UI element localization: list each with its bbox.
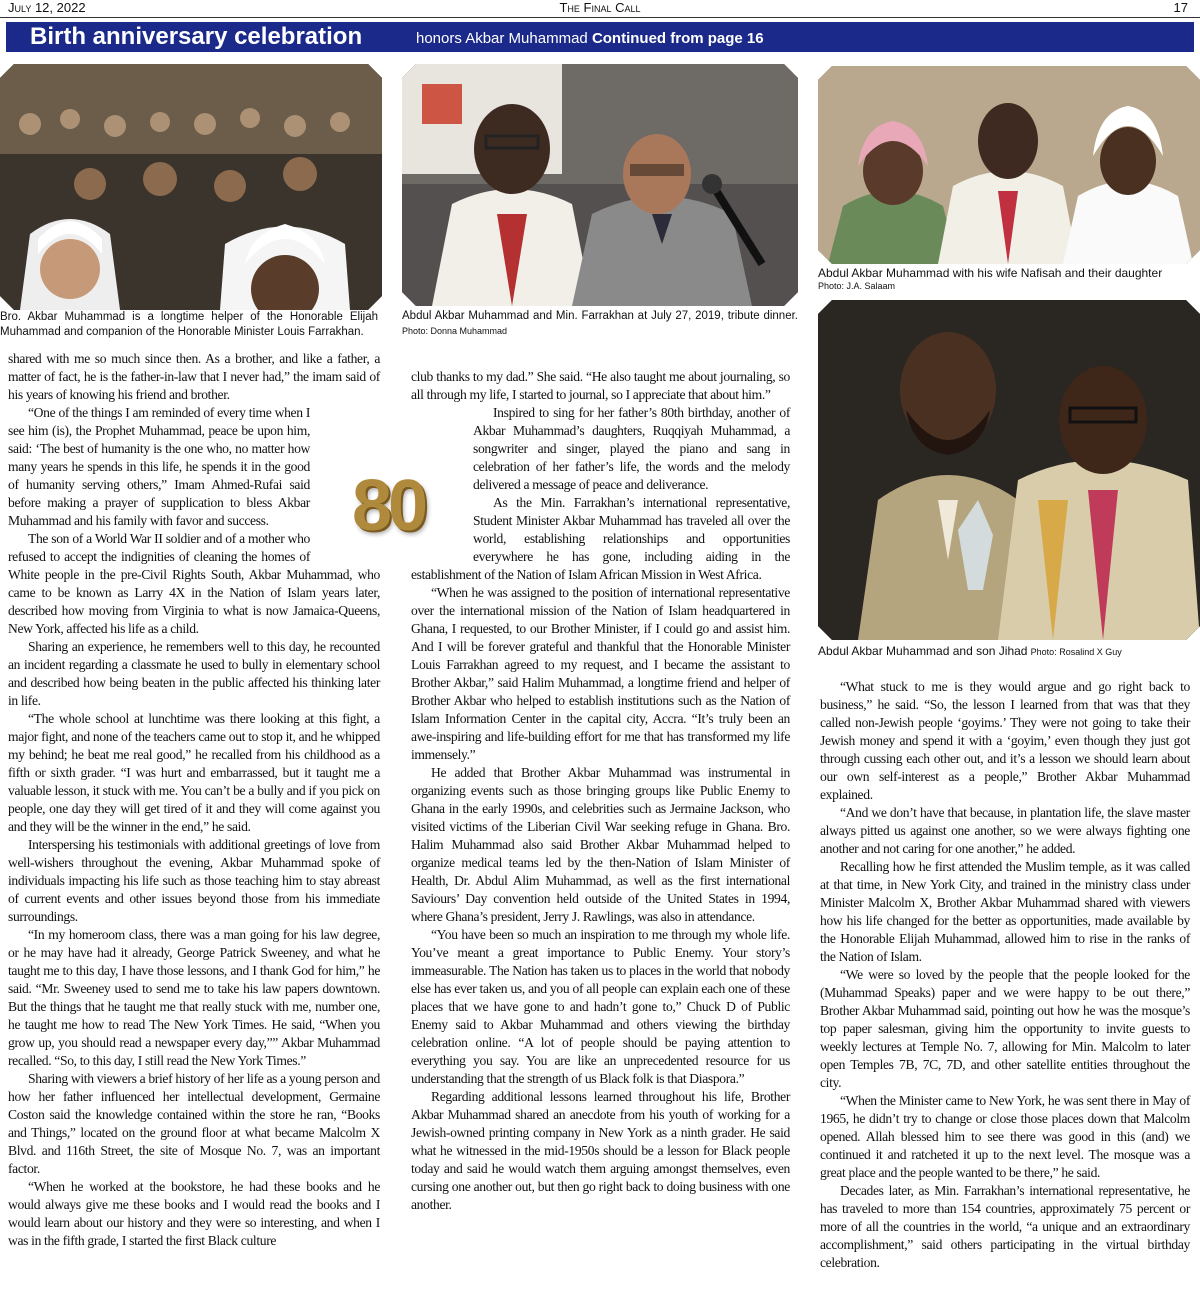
paragraph: “When the Minister came to New York, he was sent there in May of 1965, he didn’t try to change or close those places down that Malcolm opened. Allah blessed him to see there was good in this (and) we continued it and ratcheted it up to the next level. The mosque was a great place and the people wanted to be there,” he said. xyxy=(820,1093,1190,1180)
photo-audience-image xyxy=(0,64,382,310)
section-banner xyxy=(6,22,1194,52)
paragraph: “What stuck to me is they would argue and go right back to business,” he said. “So, the lesson I learned from that was that they called non-Jewish people ‘goyims.’ They were not going to take their Jewish money and spend it with a ‘goyim,’ even though they just got through cussing each other out, and it’s a lesson we should learn about our own self-interest as a people,” Brother Akbar Muhammad explained. xyxy=(820,679,1190,802)
photo-family-caption xyxy=(818,266,1200,291)
paragraph: The son of a World War II soldier and of a mother who refused to accept the indignities of cleaning the homes of White people in the pre-Civil Rights South, Akbar Muhammad, who came to be known as Larry 4X in the Nation of Islam years later, described how moving from Virginia to what is now Jamaica-Queens, New York, affected his life as a child. xyxy=(8,531,380,636)
banner-subtitle-text: honors Akbar Muhammad xyxy=(416,30,588,47)
paragraph: Sharing with viewers a brief history of her life as a young person and how her father influenced her intellectual development, Germaine Coston said the knowledge contained within the store he ran, “Books and Things,” located on the ground floor at what became Malcolm X Blvd. and 116th Street, the site of Mosque No. 7, was an important factor. xyxy=(8,1071,380,1176)
photo-family-image xyxy=(818,66,1200,264)
photo-credit: Photo: Rosalind X Guy xyxy=(1030,647,1122,657)
photo-son xyxy=(818,300,1200,640)
newspaper-name: The Final Call xyxy=(559,0,641,15)
photo-tribute-dinner xyxy=(402,64,798,306)
graphic-wrap-space xyxy=(310,458,380,558)
paragraph: “One of the things I am reminded of every time when I see him (is), the Prophet Muhammad, peace be upon him, said: ‘The best of humanity is the one who, no matter how many years he spends in this life, he spends it in the good of humanity serving others,” Imam Ahmed-Rufai said before making a prayer of supplication to bless Akbar Muhammad and his family with favor and success. xyxy=(8,405,310,528)
graphic-wrap-space xyxy=(411,422,473,562)
paragraph: “And we don’t have that because, in plantation life, the slave master always pitted us against one another, so we were always fighting one another and not caring for one another,” he added. xyxy=(820,805,1190,856)
photo-audience-caption xyxy=(0,310,378,340)
paragraph: Recalling how he first attended the Muslim temple, as it was called at that time, in New York City, and trained in the ministry class under Minister Malcolm X, Brother Akbar Muhammad shared with viewers how his life changed for the better as opportunities, made available by the Honorable Elijah Muhammad, allowed him to rise in the ranks of the Nation of Islam. xyxy=(820,859,1190,964)
paragraph: “When he was assigned to the position of international representative over the international mission of the Nation of Islam headquartered in Ghana, I requested, to our Brother Minister, if I could go and assist him. And I will be forever grateful and thankful that the Honorable Minister Louis Farrakhan agreed to my request, and I became the assistant to Brother Akbar,” said Halim Muhammad, a longtime friend and helper of Brother Akbar who helped to establish institutions such as the Nation of Islam Information Center in the capital city, Accra. “It’s truly been an awe-inspiring and life-building effort for me that has transformed my life immensely.” xyxy=(411,585,790,762)
paragraph: “In my homeroom class, there was a man going for his law degree, or he may have had it already, George Patrick Sweeney, and what he taught me to this day, I have those lessons, and I thank God for him,” he said. “Mr. Sweeney used to send me to take his law papers downtown. But the things that he taught me that really stuck with me, number one, he taught me how to read The New York Times. He said, “When you grow up, you should read a newspaper every day,”” Akbar Muhammad recalled. “So, to this day, I still read the New York Times.” xyxy=(8,927,380,1068)
caption-text: Abdul Akbar Muhammad with his wife Nafisah and their daughter xyxy=(818,266,1163,280)
paragraph: He added that Brother Akbar Muhammad was instrumental in organizing events such as those bringing groups like Public Enemy to Ghana in the early 1990s, and celebrities such as Jermaine Jackson, who visited victims of the Liberian Civil War seeking refuge in Ghana. Bro. Halim Muhammad also said Brother Akbar Muhammad helped to organize medical teams led by the then-Nation of Islam Minister of Health, Dr. Abdul Alim Muhammad, as well as the first international Saviours’ Day convention held outside of the United States in 1994, where Ghana’s president, Jerry J. Rawlings, was also in attendance. xyxy=(411,765,790,924)
photo-son-caption xyxy=(818,644,1200,660)
caption-text: Abdul Akbar Muhammad and son Jihad xyxy=(818,644,1028,658)
paragraph: Decades later, as Min. Farrakhan’s international representative, he has traveled to more than 154 countries, approximately 75 percent or more of all the countries in the world, “a unique and an extraordinary accomplishment,” said others participating in the virtual birthday celebration. xyxy=(820,1183,1190,1270)
paragraph: Regarding additional lessons learned throughout his life, Brother Akbar Muhammad shared an anecdote from his youth of working for a Jewish-owned printing company in New York as a ninth grader. He said what he witnessed in the mid-1950s should be a lesson for Black people today and said he would watch them arguing amongst themselves, even cursing one another out, but then go right back to doing business with one another. xyxy=(411,1089,790,1212)
caption-text: Abdul Akbar Muhammad and Min. Farrakhan at July 27, 2019, tribute dinner. xyxy=(402,310,798,322)
paragraph: Interspersing his testimonials with additional greetings of love from well-wishers throughout the evening, Akbar Muhammad spoke of individuals impacting his life such as those teaching him to stay abreast of current events and other issues beyond those from his immediate surroundings. xyxy=(8,837,380,924)
article-column-2 xyxy=(411,368,790,1214)
photo-credit: Photo: J.A. Salaam xyxy=(818,281,896,291)
paragraph: shared with me so much since then. As a brother, and like a father, a matter of fact, he is the father-in-law that I never had,” the imam said of his years of knowing his friend and brother. xyxy=(8,351,380,402)
continued-note: Continued from page 16 xyxy=(591,30,764,47)
paragraph: club thanks to my dad.” She said. “He also taught me about journaling, so all through my life, I started to journal, so I appreciate that about him.” xyxy=(411,369,790,402)
article-column-3 xyxy=(820,678,1190,1272)
photo-family xyxy=(818,66,1200,264)
paragraph: “When he worked at the bookstore, he had these books and he would always give me these books and I would read the books and I would learn about our history and they were so interesting, and when I was in the fifth grade, I started the first Black culture xyxy=(8,1179,380,1248)
header-rule xyxy=(0,17,1200,18)
photo-audience xyxy=(0,64,382,310)
paragraph: As the Min. Farrakhan’s international representative, Student Minister Akbar Muhammad has traveled all over the world, establishing relationships and opportunities everywhere he has gone, including aiding in the establishment of the Nation of Islam African Mission in West Africa. xyxy=(411,495,790,582)
photo-tribute-image xyxy=(402,64,798,306)
photo-son-image xyxy=(818,300,1200,640)
photo-tribute-caption xyxy=(402,309,798,339)
paragraph: “The whole school at lunchtime was there looking at this fight, a major fight, and none of the teachers came out to stop it, and he whipped my behind; he beat me real good,” he recalled from his childhood as a fifth or sixth grader. “I was hurt and embarrassed, but it taught me a valuable lesson, it stuck with me. You can’t be a bully and if you pick on people, one day they will get tired of it and they will come against you and they will be the winner in the end,” he said. xyxy=(8,711,380,834)
issue-date: July 12, 2022 xyxy=(8,0,86,15)
paragraph: “You have been so much an inspiration to me through my whole life. You’ve meant a great importance to Public Enemy. Your story’s immeasurable. The Nation has taken us to places in the world that nobody else has ever taken us, and you of all people can explain each one of these places that we have gone to and hadn’t gone to,” Chuck D of Public Enemy said to Akbar Muhammad and others viewing the birthday celebration online. “A lot of people should be paying attention to everything you say. You are like an unprecedented resource for us understanding that the strength of us Black folk is that Diaspora.” xyxy=(411,927,790,1086)
banner-subtitle xyxy=(416,30,764,47)
paragraph: “We were so loved by the people that the people looked for the (Muhammad Speaks) paper and we were happy to be out there,” Brother Akbar Muhammad said, pointing out how he was the mosque’s top paper salesman, giving him the opportunity to invite guests to weekly lectures at Temple No. 7, allowing for Min. Malcolm to later open Temples 7B, 7C, 7D, and other satellite entities throughout the city. xyxy=(820,967,1190,1090)
banner-title: Birth anniversary celebration xyxy=(30,23,363,50)
page-number: 17 xyxy=(1173,0,1188,15)
photo-credit: Photo: Donna Muhammad xyxy=(402,326,508,336)
article-column-1 xyxy=(8,350,380,1250)
page-header xyxy=(0,0,1200,18)
paragraph: Inspired to sing for her father’s 80th birthday, another of Akbar Muhammad’s daughters, Ruqqiyah Muhammad, a songwriter and singer, played the piano and sang in celebration of her father’s life, the words and the melody delivered a message of peace and deliverance. xyxy=(473,405,790,492)
caption-text: Bro. Akbar Muhammad is a longtime helper of the Honorable Elijah Muhammad and companion of the Honorable Minister Louis Farrakhan. xyxy=(0,311,378,338)
paragraph: Sharing an experience, he remembers well to this day, he recounted an incident regarding a classmate he used to bully in elementary school and described how being beaten in the public affected his thinking later in life. xyxy=(8,639,380,708)
eighty-graphic: 80 xyxy=(352,466,425,546)
